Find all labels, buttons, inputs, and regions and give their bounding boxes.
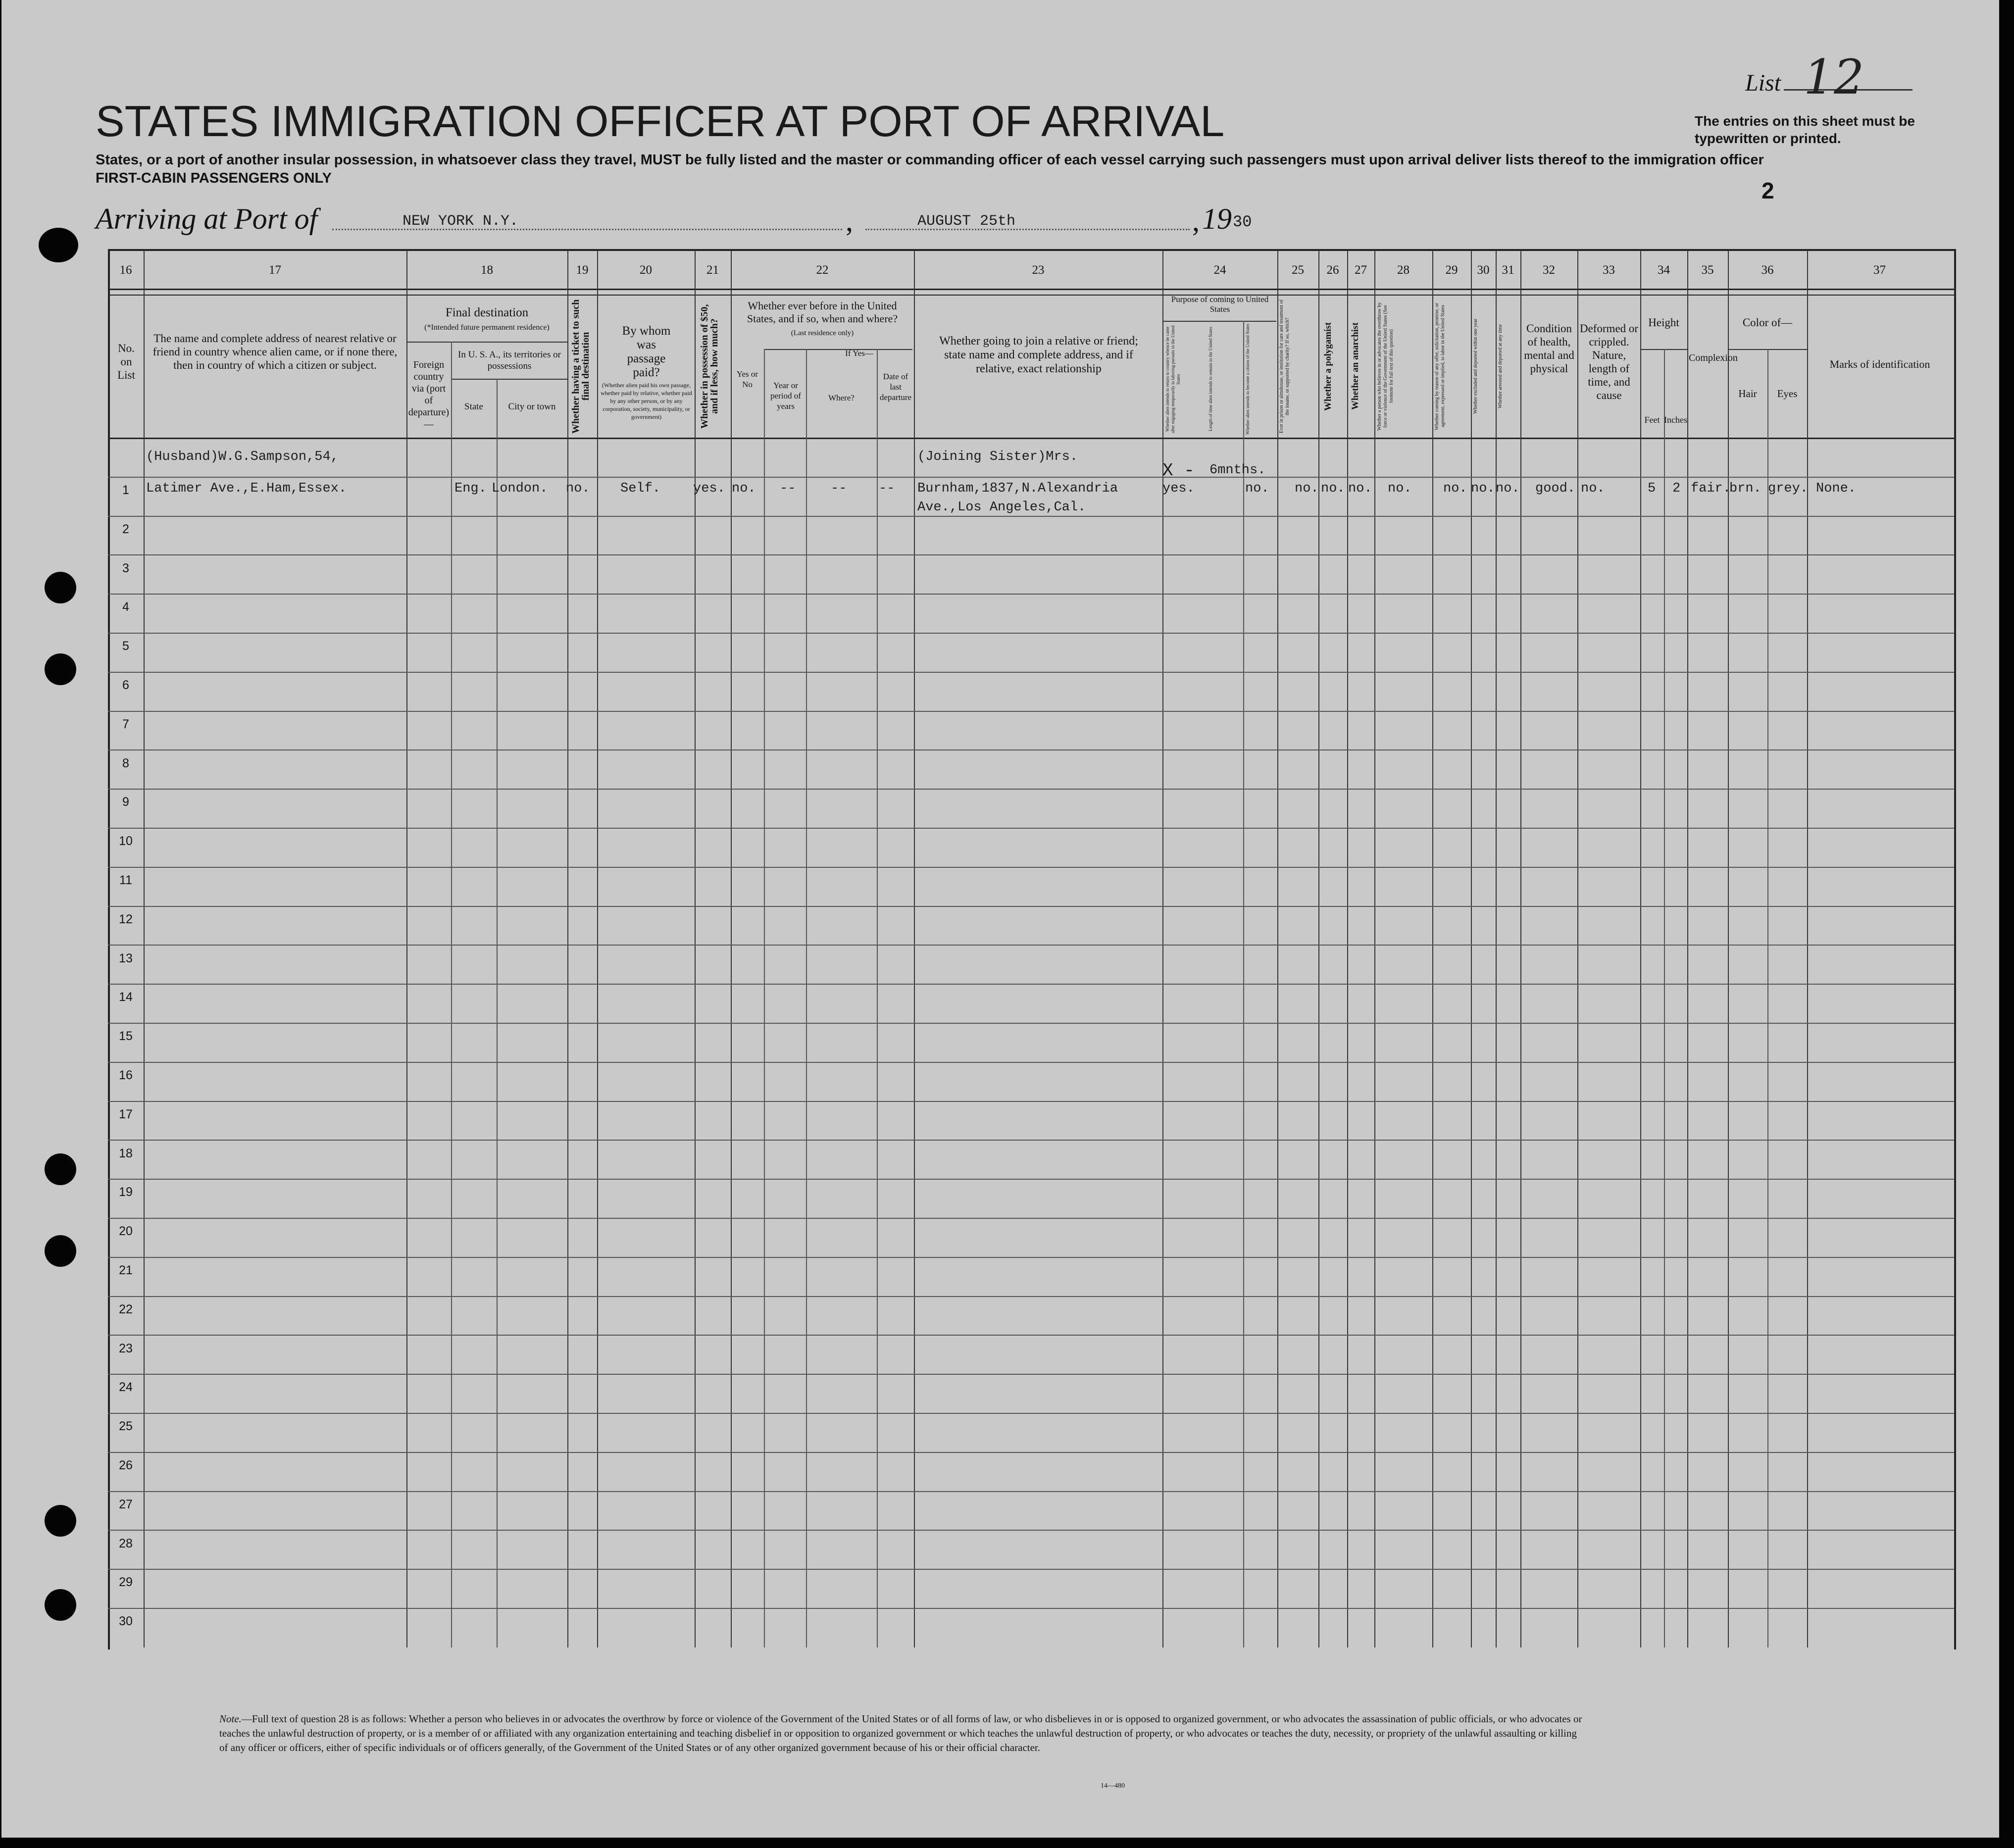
intro-text: States, or a port of another insular possession, in whatsoever class they travel, MUST be fully listed and the master or commanding officer of each vessel carrying such passengers must upon arrival deliver lists thereof to the immigration officer [96, 152, 1764, 168]
column-number: 28 [1397, 263, 1410, 277]
header-divider [108, 295, 1954, 296]
table-row-line [108, 1218, 1954, 1219]
table-row-line [108, 945, 1954, 946]
table-row-line [108, 711, 1954, 712]
q29-value: no. [1443, 481, 1467, 496]
row-number: 28 [119, 1536, 133, 1550]
row-number: 20 [119, 1224, 133, 1239]
row-number: 21 [119, 1263, 133, 1277]
port-value: NEW YORK N.Y. [403, 213, 519, 230]
join-relative-line1: (Joining Sister)Mrs. [917, 450, 1078, 464]
column-line [497, 379, 498, 1648]
table-row-line [108, 1296, 1954, 1297]
citizen-value: no. [1245, 481, 1269, 496]
column-line [731, 250, 732, 1648]
inches-value: 2 [1672, 481, 1681, 496]
date-value: AUGUST 25th [917, 213, 1016, 230]
table-row-line [108, 672, 1954, 673]
year-value: -- [780, 481, 796, 496]
header-question-28: Whether a person who believes in or advocates the overthrow by force or violence of the Government of the United States (See footnote for full text of this question) [1377, 302, 1394, 431]
table-row-line [108, 906, 1954, 907]
row-number: 29 [119, 1575, 133, 1590]
row-number: 1 [122, 483, 129, 497]
table-row-line [108, 633, 1954, 634]
join-relative-line3: Ave.,Los Angeles,Cal. [917, 500, 1086, 515]
table-row-line [108, 789, 1954, 790]
header-passage-paid-note: (Whether alien paid his own passage, whether paid by relative, whether paid by any other person, or by any corporation, society, municipality, or government) [601, 382, 692, 420]
sub-divider [1162, 321, 1276, 322]
column-line [914, 250, 915, 1648]
year-prefix: 19 [1202, 202, 1232, 235]
header-excluded: Whether excluded and deported within one year [1473, 318, 1478, 414]
row-number: 8 [122, 756, 129, 770]
table-row-line [108, 1413, 1954, 1414]
header-passage-paid: By whom was passage paid? [622, 324, 671, 379]
header-fifty-dollars: Whether in possession of $50, and if less, how much? [699, 304, 720, 429]
q27-value: no. [1348, 481, 1372, 496]
header-prison: Ever in prison or almshouse, or institution for care and treatment of the insane, or supported by charity? If so, which? [1279, 300, 1290, 433]
column-number: 16 [119, 263, 132, 277]
relative-address-line2: Latimer Ave.,E.Ham,Essex. [146, 481, 347, 496]
binder-hole [45, 653, 76, 685]
column-line [1496, 250, 1497, 1648]
ticket-value: no. [566, 481, 590, 496]
row-number: 2 [122, 522, 129, 536]
column-number: 27 [1355, 263, 1367, 277]
column-number: 20 [640, 263, 652, 277]
header-ticket: Whether having a ticket to such final destination [570, 299, 591, 434]
table-row-line [108, 1023, 1954, 1024]
foreign-country-value: Eng. [454, 481, 487, 496]
table-row-line [108, 1140, 1954, 1141]
column-line [406, 250, 407, 1648]
list-number: 12 [1804, 50, 1864, 105]
relative-address-line1: (Husband)W.G.Sampson,54, [146, 450, 339, 464]
column-number: 34 [1658, 263, 1670, 277]
footnote-text: —Full text of question 28 is as follows: Whether a person who believes in or advocates the overthrow by force or violence of the Government of the United States or of all forms of law, or who disbelieves in or is opposed to organized government, or who advocates the assassination of public officials, or who advocates or teaches the unlawful destruction of property, or is a member of or affiliated with any organization entertaining and teaching disbelief in or opposition to organized government or which teaches the unlawful destruction of property, or who advocates or teaches the duty, necessity, or propriety of the unlawful assaulting or killing of any officer or officers, either of specific individuals or of officers generally, of the Government of the United States or of any other organized government because of his or their official character. [219, 1713, 1582, 1753]
table-row-line [108, 1569, 1954, 1570]
table-row-line [108, 867, 1954, 868]
sub-divider [406, 342, 567, 343]
header-city: City or town [508, 401, 556, 412]
date-line [865, 229, 1190, 230]
table-row-line [108, 1608, 1954, 1609]
table-row-line [108, 749, 1954, 750]
column-line [1728, 250, 1729, 1648]
column-line [1807, 250, 1808, 1648]
row-number: 4 [122, 600, 129, 614]
q26-value: no. [1321, 481, 1345, 496]
header-feet: Feet [1644, 415, 1660, 425]
table-row-line [108, 984, 1954, 985]
purpose-mark: X - [1162, 460, 1195, 481]
header-before-in-us: Whether ever before in the United States, and if so, when and where? [747, 300, 898, 325]
marks-value: None. [1816, 481, 1857, 496]
row-number: 18 [119, 1146, 133, 1160]
year-suffix: 30 [1233, 213, 1252, 231]
header-length-stay: Length of time alien intends to remain in the United States [1208, 327, 1213, 432]
header-labor-offer: Whether coming by reason of any offer, solicitation, promise, or agreement, expressed or implied, to labor in the United States [1434, 302, 1446, 430]
row-number: 14 [119, 990, 133, 1004]
header-purpose: Purpose of coming to United States [1171, 295, 1269, 314]
header-no-on-list: No. on List [117, 342, 135, 381]
row-number: 16 [119, 1068, 133, 1082]
row-number: 7 [122, 717, 129, 731]
row-number: 24 [119, 1380, 133, 1395]
column-line [1374, 250, 1375, 1648]
row-number: 10 [119, 834, 133, 849]
header-complexion: Complexion [1689, 352, 1738, 363]
column-number: 31 [1502, 263, 1514, 277]
q28-value: no. [1388, 481, 1412, 496]
binder-hole [45, 572, 76, 603]
arriving-label: Arriving at Port of [96, 202, 318, 235]
header-bottom [108, 438, 1954, 439]
binder-hole [45, 1235, 76, 1267]
comma: , [1192, 204, 1200, 237]
column-number: 36 [1761, 263, 1774, 277]
column-number: 23 [1032, 263, 1045, 277]
header-final-destination: Final destination [445, 306, 529, 319]
header-before-in-us-note: (Last residence only) [791, 329, 854, 337]
column-number: 35 [1701, 263, 1714, 277]
column-number: 17 [269, 263, 281, 277]
table-row-line [108, 1257, 1954, 1258]
binder-hole [39, 228, 78, 262]
column-number: 18 [481, 263, 493, 277]
row-number: 3 [122, 561, 129, 575]
column-line [1471, 250, 1472, 1648]
form-number: 14—480 [1101, 1782, 1125, 1790]
sheet-number: 2 [1762, 178, 1774, 203]
row-number: 23 [119, 1341, 133, 1355]
header-eyes: Eyes [1777, 388, 1798, 400]
header-anarchist: Whether an anarchist [1350, 322, 1360, 410]
table-row-line [108, 516, 1954, 517]
before-us-value: no. [732, 481, 756, 496]
row-number: 11 [119, 873, 132, 887]
header-date-departure: Date of last departure [879, 372, 912, 402]
table-row-line [108, 594, 1954, 595]
header-marks: Marks of identification [1829, 358, 1930, 370]
row-number: 6 [122, 678, 129, 692]
manifest-sheet [1, 0, 1999, 1838]
fifty-dollars-value: yes. [693, 481, 725, 496]
binder-hole [45, 1153, 76, 1185]
where-value: -- [831, 481, 847, 496]
row-number: 25 [119, 1419, 133, 1434]
row-number: 5 [122, 639, 129, 653]
eyes-value: grey. [1768, 481, 1809, 496]
header-color-of: Color of— [1742, 316, 1793, 329]
footnote [219, 1712, 1586, 1755]
header-year-period: Year or period of years [770, 381, 801, 411]
row-number: 26 [119, 1458, 133, 1472]
row-number: 12 [119, 912, 133, 926]
row-number: 19 [119, 1185, 133, 1199]
city-value: London. [492, 481, 548, 496]
table-row-line [108, 1374, 1954, 1375]
deformed-value: no. [1581, 481, 1605, 496]
column-number: 21 [706, 263, 719, 277]
paid-by-value: Self. [620, 481, 661, 496]
list-label: List [1745, 70, 1781, 96]
table-row-line [108, 477, 1954, 478]
header-if-yes: If Yes— [845, 349, 873, 358]
column-line [597, 250, 598, 1648]
header-foreign-country: Foreign country via (port of departure)— [408, 359, 450, 430]
header-deformed: Deformed or crippled. Nature, length of time, and cause [1579, 322, 1639, 401]
header-in-usa: In U. S. A., its territories or possessions [458, 350, 561, 371]
header-yes-or-no: Yes or No [736, 369, 758, 389]
health-value: good. [1535, 481, 1576, 496]
table-row-line [108, 554, 1954, 555]
column-number: 19 [576, 263, 589, 277]
column-line [1687, 250, 1688, 1648]
row-number: 13 [119, 951, 133, 965]
column-number: 33 [1603, 263, 1615, 277]
q30-value: no. [1471, 481, 1495, 496]
sub-divider [451, 379, 567, 380]
header-arrested: Whether arrested and deported at any time [1498, 324, 1503, 408]
complexion-value: fair. [1691, 481, 1731, 496]
column-number: 32 [1543, 263, 1555, 277]
table-row-line [108, 1101, 1954, 1102]
column-line [1318, 250, 1319, 1648]
row-number: 9 [122, 795, 129, 809]
passenger-class: FIRST-CABIN PASSENGERS ONLY [96, 170, 332, 186]
column-line [1277, 250, 1278, 1648]
q25-value: no. [1295, 481, 1319, 496]
feet-value: 5 [1648, 481, 1656, 496]
row-number: 15 [119, 1029, 133, 1044]
column-line [1577, 250, 1578, 1648]
column-line [1162, 250, 1163, 1648]
binder-hole [45, 1589, 76, 1621]
purpose-return-value: yes. [1162, 481, 1195, 496]
header-health: Condition of health, mental and physical [1524, 322, 1574, 375]
column-line [567, 250, 568, 1648]
join-relative-line2: Burnham,1837,N.Alexandria [917, 481, 1118, 496]
footnote-label: Note. [219, 1713, 242, 1725]
row-number: 30 [119, 1614, 133, 1629]
column-number: 22 [816, 263, 829, 277]
column-line [144, 250, 145, 1648]
row-number: 27 [119, 1497, 133, 1511]
table-row-line [108, 1491, 1954, 1492]
header-nearest-relative: The name and complete address of nearest relative or friend in country whence alien came, or if none there, then in country of which a citizen or subject. [152, 332, 398, 371]
column-number: 37 [1873, 263, 1886, 277]
row-number: 22 [119, 1302, 133, 1316]
column-number: 25 [1292, 263, 1304, 277]
table-row-line [108, 1062, 1954, 1063]
table-row-line [108, 1452, 1954, 1453]
hair-value: brn. [1729, 481, 1762, 496]
binder-hole [45, 1505, 76, 1537]
header-return-intent: Whether alien intends to return to country whence he came after engaging temporarily in laboring pursuits in the United States [1165, 325, 1181, 433]
table-row-line [108, 1179, 1954, 1180]
column-line [1347, 250, 1348, 1648]
header-final-destination-note: (*Intended future permanent residence) [424, 323, 550, 332]
column-number: 24 [1213, 263, 1226, 277]
length-stay-value: 6mnths. [1209, 463, 1266, 478]
q31-value: no. [1496, 481, 1520, 496]
header-height: Height [1648, 316, 1679, 329]
header-hair: Hair [1738, 388, 1757, 400]
header-where: Where? [828, 393, 855, 402]
page-title: STATES IMMIGRATION OFFICER AT PORT OF ARRIVAL [96, 97, 1225, 146]
column-line [1640, 250, 1641, 1648]
header-inches: Inches [1664, 415, 1687, 425]
header-join-relative: Whether going to join a relative or friend; state name and complete address, and if relative, exact relationship [939, 335, 1138, 375]
comma: , [846, 204, 853, 237]
row-number: 17 [119, 1107, 133, 1121]
table-row-line [108, 1530, 1954, 1531]
header-state: State [464, 401, 483, 412]
header-polygamist: Whether a polygamist [1323, 322, 1333, 411]
column-line [1432, 250, 1433, 1648]
column-line [1520, 250, 1521, 1648]
column-number: 26 [1326, 263, 1339, 277]
header-citizen-intent: Whether alien intends to become a citizen of the United States [1245, 323, 1250, 435]
date-departure-value: -- [879, 481, 895, 496]
column-line [695, 250, 696, 1648]
entries-note: The entries on this sheet must be typewritten or printed. [1695, 113, 1915, 146]
column-number: 29 [1445, 263, 1458, 277]
table-row-line [108, 1335, 1954, 1336]
column-number: 30 [1477, 263, 1490, 277]
header-divider [108, 289, 1954, 290]
table-row-line [108, 828, 1954, 829]
